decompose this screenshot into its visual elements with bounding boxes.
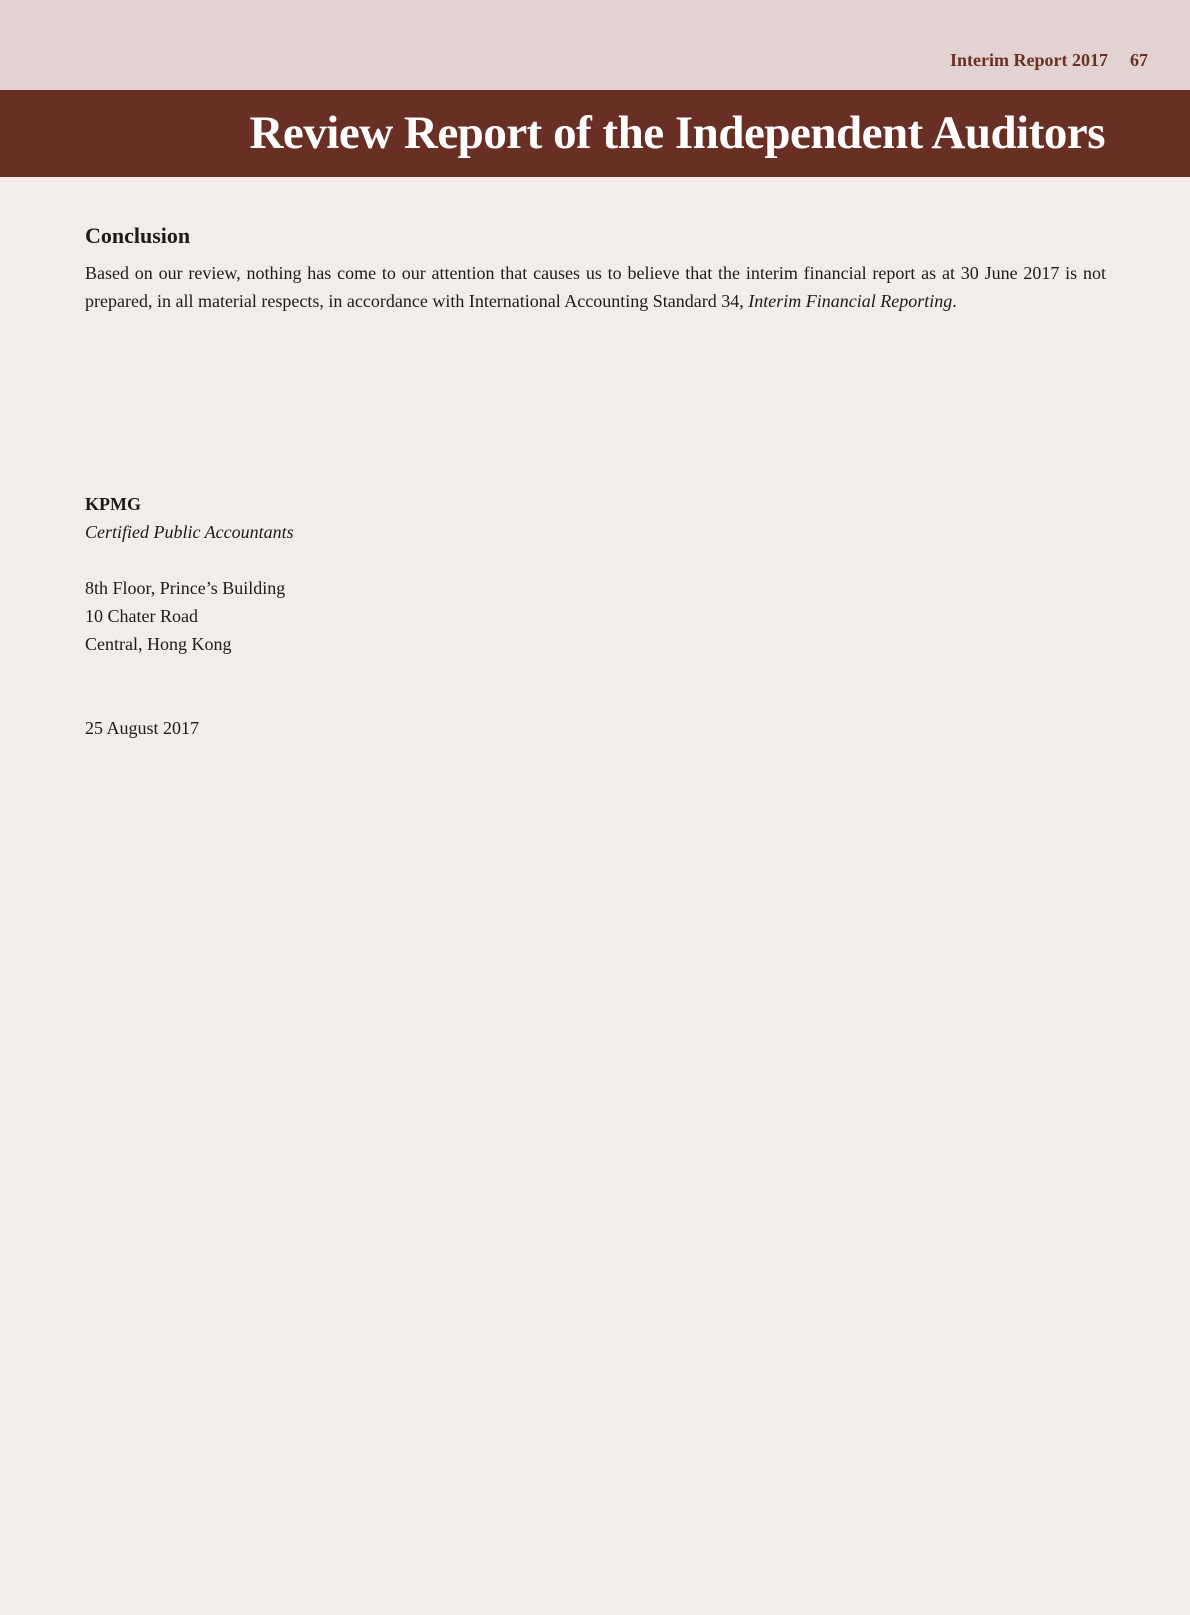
conclusion-paragraph xyxy=(85,259,1106,315)
firm-description: Certified Public Accountants xyxy=(85,522,294,542)
running-header xyxy=(950,50,1148,71)
report-date: 25 August 2017 xyxy=(85,718,200,738)
report-title: Interim Report 2017 xyxy=(950,50,1108,70)
address-line: 8th Floor, Prince’s Building xyxy=(85,578,286,598)
firm-name: KPMG xyxy=(85,494,141,514)
firm-address xyxy=(85,574,285,658)
section-heading: Conclusion xyxy=(85,223,191,248)
page-number: 67 xyxy=(1130,50,1148,70)
conclusion-text-end: . xyxy=(952,290,957,311)
conclusion-text: Based on our review, nothing has come to our attention that causes us to believe that the interim financial report as at 30 June 2017 is not prepared, in all material respects, in accordance with International Accounting Standard 34, xyxy=(85,262,1106,311)
conclusion-section xyxy=(85,222,1106,315)
standard-name: Interim Financial Reporting xyxy=(748,290,953,311)
page-title: Review Report of the Independent Auditors xyxy=(249,107,1105,159)
title-bar xyxy=(0,90,1190,177)
address-line: Central, Hong Kong xyxy=(85,634,232,654)
top-band xyxy=(0,0,1190,90)
address-line: 10 Chater Road xyxy=(85,606,198,626)
signature-block xyxy=(85,490,294,546)
